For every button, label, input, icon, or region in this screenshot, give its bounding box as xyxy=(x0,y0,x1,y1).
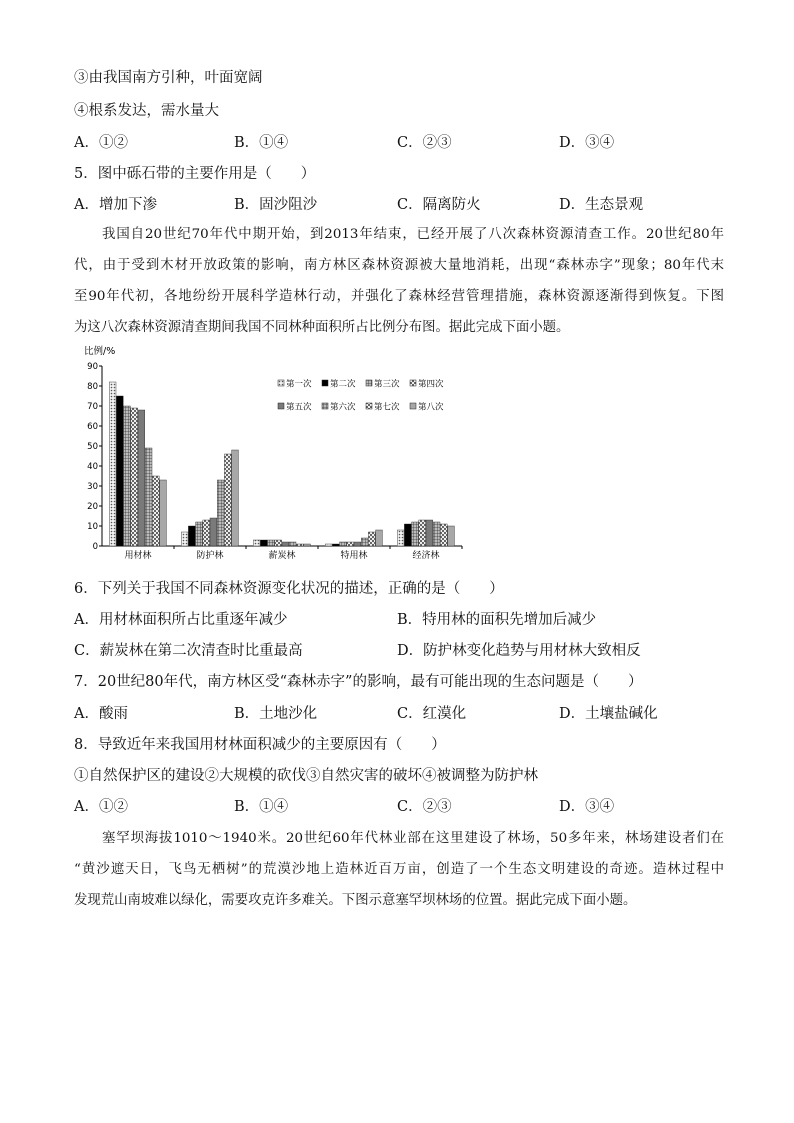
bar-特用林-第四次 xyxy=(347,542,354,546)
forest-type-ratio-chart xyxy=(80,344,470,566)
legend-swatch xyxy=(410,403,416,409)
q7-option-a: A．酸雨 xyxy=(74,706,128,722)
q6-option-a: A．用材林面积所占比重逐年减少 xyxy=(74,612,288,628)
x-category-label: 薪炭林 xyxy=(268,551,296,561)
bar-经济林-第四次 xyxy=(419,520,426,546)
bar-经济林-第三次 xyxy=(412,522,419,546)
passage1-line: 为这八次森林资源清查期间我国不同林种面积所占比例分布图。据此完成下面小题。 xyxy=(74,320,570,335)
legend-label: 第四次 xyxy=(418,379,444,390)
x-category-label: 特用林 xyxy=(340,551,368,561)
q8-stem: 8．导致近年来我国用材林面积减少的主要原因有（ ） xyxy=(74,737,446,753)
bar-薪炭林-第三次 xyxy=(268,540,275,546)
legend-label: 第五次 xyxy=(286,402,312,413)
passage1-line: 代，由于受到木材开放政策的影响，南方林区森林资源被大量地消耗，出现“森林赤字”现象；80年代末 xyxy=(74,258,724,273)
bar-经济林-第五次 xyxy=(426,520,433,546)
bar-特用林-第五次 xyxy=(354,542,361,546)
q4-item-3: ③由我国南方引种，叶面宽阔 xyxy=(74,70,263,86)
q6-option-b: B．特用林的面积先增加后减少 xyxy=(397,612,597,628)
q7-stem: 7．20世纪80年代，南方林区受“森林赤字”的影响，最有可能出现的生态问题是（ ） xyxy=(74,674,643,690)
bar-防护林-第二次 xyxy=(188,526,195,546)
bar-特用林-第二次 xyxy=(332,544,339,546)
bar-防护林-第四次 xyxy=(203,520,210,546)
bar-防护林-第三次 xyxy=(196,522,203,546)
q5-option-c: C．隔离防火 xyxy=(397,197,481,213)
passage2-line: 发现荒山南坡难以绿化，需要攻克许多难关。下图示意塞罕坝林场的位置。据此完成下面小题。 xyxy=(74,893,637,908)
q6-stem: 6．下列关于我国不同森林资源变化状况的描述，正确的是（ ） xyxy=(74,581,504,597)
bar-特用林-第六次 xyxy=(361,538,368,546)
bar-用材林-第七次 xyxy=(152,476,159,546)
legend-label: 第六次 xyxy=(330,402,356,413)
legend-swatch xyxy=(410,380,416,386)
legend-label: 第八次 xyxy=(418,402,444,413)
bar-防护林-第五次 xyxy=(210,518,217,546)
q6-option-d: D．防护林变化趋势与用材林大致相反 xyxy=(397,643,641,659)
passage-saihanba xyxy=(74,823,724,916)
y-tick-label: 80 xyxy=(87,382,98,392)
bar-经济林-第八次 xyxy=(448,526,455,546)
q7-option-c: C．红漠化 xyxy=(397,706,467,722)
bar-用材林-第三次 xyxy=(124,406,131,546)
y-tick-label: 20 xyxy=(87,502,98,512)
y-tick-label: 30 xyxy=(87,482,98,492)
x-category-label: 经济林 xyxy=(412,551,440,561)
y-tick-label: 50 xyxy=(87,442,98,452)
q5-option-b: B．固沙阻沙 xyxy=(234,197,318,213)
q8-option-a: A．①② xyxy=(74,799,128,815)
bar-防护林-第一次 xyxy=(181,532,188,546)
bar-经济林-第一次 xyxy=(397,530,404,546)
y-tick-label: 10 xyxy=(87,522,98,532)
q8-items: ①自然保护区的建设②大规模的砍伐③自然灾害的破坏④被调整为防护林 xyxy=(74,768,538,784)
y-tick-label: 90 xyxy=(87,362,98,372)
x-category-label: 防护林 xyxy=(196,551,224,561)
legend-label: 第二次 xyxy=(330,379,356,390)
q7-option-d: D．土壤盐碱化 xyxy=(559,706,658,722)
y-tick-label: 40 xyxy=(87,462,98,472)
legend-swatch xyxy=(322,403,328,409)
bar-特用林-第八次 xyxy=(376,530,383,546)
passage2-line: 塞罕坝海拔1010～1940米。20世纪60年代林业部在这里建设了林场，50多年来，林场建设者们在 xyxy=(102,831,724,846)
y-tick-label: 70 xyxy=(87,402,98,412)
q6-option-c: C．薪炭林在第二次清查时比重最高 xyxy=(74,643,303,659)
q8-option-d: D．③④ xyxy=(559,799,615,815)
q7-option-b: B．土地沙化 xyxy=(234,706,318,722)
bar-经济林-第六次 xyxy=(433,522,440,546)
bar-用材林-第八次 xyxy=(160,480,167,546)
q4-option-a: A．①② xyxy=(74,135,128,151)
q8-option-c: C．②③ xyxy=(397,799,452,815)
q4-item-4: ④根系发达，需水量大 xyxy=(74,103,219,119)
bar-薪炭林-第五次 xyxy=(282,542,289,546)
bar-薪炭林-第六次 xyxy=(289,542,296,546)
passage1-line: 我国自20世纪70年代中期开始，到2013年结束，已经开展了八次森林资源清查工作。20世纪80年 xyxy=(102,227,724,242)
y-tick-label: 60 xyxy=(87,422,98,432)
bar-用材林-第五次 xyxy=(138,410,145,546)
q5-option-a: A．增加下渗 xyxy=(74,197,157,213)
bar-用材林-第四次 xyxy=(131,408,138,546)
bar-特用林-第三次 xyxy=(340,542,347,546)
legend-swatch xyxy=(322,380,328,386)
bar-防护林-第八次 xyxy=(232,450,239,546)
legend-label: 第七次 xyxy=(374,402,400,413)
bar-薪炭林-第四次 xyxy=(275,540,282,546)
bar-薪炭林-第一次 xyxy=(253,540,260,546)
x-category-label: 用材林 xyxy=(124,551,152,561)
q4-option-d: D．③④ xyxy=(559,135,615,151)
q5-option-d: D．生态景观 xyxy=(559,197,644,213)
y-axis-label: 比例/% xyxy=(84,346,116,357)
bar-防护林-第六次 xyxy=(217,480,224,546)
passage1-line: 至90年代初，各地纷纷开展科学造林行动，并强化了森林经营管理措施，森林资源逐渐得到恢复。下图 xyxy=(74,289,724,304)
passage2-line: “黄沙遮天日，飞鸟无栖树”的荒漠沙地上造林近百万亩，创造了一个生态文明建设的奇迹。造林过程中 xyxy=(74,862,724,877)
bar-用材林-第一次 xyxy=(109,382,116,546)
legend-swatch xyxy=(366,380,372,386)
q4-option-c: C．②③ xyxy=(397,135,452,151)
legend-swatch xyxy=(278,403,284,409)
bar-用材林-第六次 xyxy=(145,448,152,546)
bar-经济林-第七次 xyxy=(440,524,447,546)
bar-防护林-第七次 xyxy=(224,454,231,546)
legend-swatch xyxy=(366,403,372,409)
passage-forest-survey xyxy=(74,219,724,343)
q8-option-b: B．①④ xyxy=(234,799,289,815)
bar-薪炭林-第七次 xyxy=(296,544,303,546)
bar-特用林-第一次 xyxy=(325,544,332,546)
y-tick-label: 0 xyxy=(92,542,98,552)
bar-经济林-第二次 xyxy=(404,524,411,546)
bar-薪炭林-第二次 xyxy=(260,540,267,546)
legend-label: 第一次 xyxy=(286,379,312,390)
q5-stem: 5．图中砾石带的主要作用是（ ） xyxy=(74,166,316,182)
legend-swatch xyxy=(278,380,284,386)
bar-用材林-第二次 xyxy=(116,396,123,546)
legend-label: 第三次 xyxy=(374,379,400,390)
q4-option-b: B．①④ xyxy=(234,135,289,151)
bar-薪炭林-第八次 xyxy=(304,544,311,546)
bar-特用林-第七次 xyxy=(368,532,375,546)
